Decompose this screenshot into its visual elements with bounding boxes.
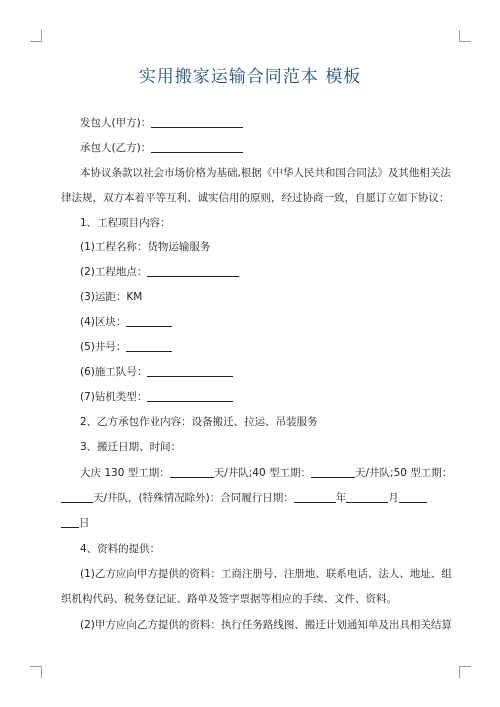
project-location-blank[interactable]: [147, 265, 239, 277]
schedule-50-blank[interactable]: [61, 491, 93, 503]
rig-type-label: (7)钻机类型：: [80, 391, 148, 403]
project-location-label: (2)工程地点：: [80, 266, 148, 278]
section-1-heading: 1、工程项目内容：: [80, 217, 171, 229]
party-b-line: [80, 141, 243, 155]
item-project-name: (1)工程名称：货物运输服务: [80, 241, 211, 253]
item-project-location: [80, 265, 239, 279]
party-a-line: [80, 116, 243, 130]
document-title: 实用搬家运输合同范本 模板: [138, 67, 362, 87]
party-b-blank[interactable]: [151, 141, 243, 153]
year-label: 年: [335, 492, 347, 504]
day-blank-start[interactable]: [399, 491, 427, 503]
crew-number-label: (6)施工队号：: [80, 366, 148, 378]
crop-mark-top-left: [30, 30, 42, 42]
item-well-number: [80, 340, 172, 354]
item-crew-number: [80, 365, 233, 379]
day-label: 日: [79, 517, 90, 529]
crop-mark-bottom-left: [30, 666, 42, 678]
crop-mark-bottom-right: [459, 666, 471, 678]
section-3-heading: 3、搬迁日期、时间：: [80, 441, 182, 453]
schedule-40-blank[interactable]: [311, 466, 355, 478]
crop-mark-top-right: [459, 30, 471, 42]
year-blank[interactable]: [294, 491, 336, 503]
day-blank-end[interactable]: [61, 516, 79, 528]
section-2-heading: 2、乙方承包作业内容：设备搬迁、拉运、吊装服务: [80, 416, 318, 428]
schedule-130-blank[interactable]: [170, 466, 214, 478]
well-number-label: (5)井号：: [80, 341, 127, 353]
schedule-line-1: [80, 466, 452, 480]
materials-a-line-1: (2)甲方应向乙方提供的资料：执行任务路线图、搬迁计划通知单及出具相关结算: [80, 619, 452, 631]
schedule-line-2: [61, 491, 427, 505]
item-block: [80, 315, 172, 329]
section-4-heading: 4、资料的提供：: [80, 543, 161, 555]
schedule-50-label: 天/井队;50 型工期：: [355, 467, 453, 479]
schedule-line-3: [61, 516, 90, 530]
contract-date-label: 天/井队，(特殊情况除外)：合同履行日期：: [93, 492, 294, 504]
month-label: 月: [388, 492, 399, 504]
block-blank[interactable]: [126, 315, 172, 327]
schedule-40-label: 天/井队;40 型工期：: [213, 467, 311, 479]
schedule-130-label: 大庆 130 型工期：: [80, 467, 170, 479]
month-blank[interactable]: [346, 491, 388, 503]
party-a-blank[interactable]: [151, 116, 243, 128]
materials-b-line-2: 织机构代码、税务登记证、路单及签字票据等相应的手续、文件、资料。: [61, 593, 397, 605]
materials-b-line-1: (1)乙方应向甲方提供的资料：工商注册号、注册地、联系电话、法人、地址、组: [80, 568, 452, 580]
item-rig-type: [80, 390, 233, 404]
party-b-label: 承包人(乙方)：: [80, 142, 152, 154]
intro-line-2: 律法规，双方本着平等互利、诚实信用的原则，经过协商一致，自愿订立如下协议：: [61, 192, 450, 204]
intro-line-1: 本协议条款以社会市场价格为基础,根据《中华人民共和国合同法》及其他相关法: [80, 167, 451, 179]
block-label: (4)区块：: [80, 316, 127, 328]
item-distance: (3)运距：KM: [80, 291, 143, 303]
party-a-label: 发包人(甲方)：: [80, 117, 152, 129]
crew-number-blank[interactable]: [147, 365, 233, 377]
well-number-blank[interactable]: [126, 340, 172, 352]
rig-type-blank[interactable]: [147, 390, 233, 402]
